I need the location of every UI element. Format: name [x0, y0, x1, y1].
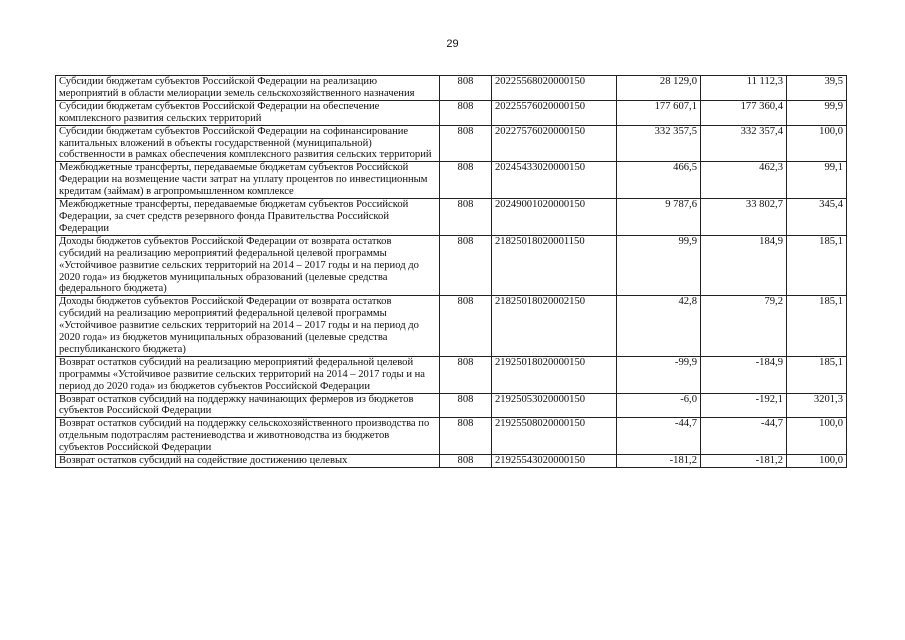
- budget-code-cell: 21925053020000150: [492, 393, 617, 418]
- planned-amount-cell: -99,9: [617, 356, 701, 393]
- percent-cell: 345,4: [787, 199, 847, 236]
- percent-cell: 185,1: [787, 356, 847, 393]
- planned-amount-cell: 177 607,1: [617, 100, 701, 125]
- table-row: [56, 356, 847, 393]
- planned-amount-cell: -6,0: [617, 393, 701, 418]
- income-name-cell: Возврат остатков субсидий на поддержку начинающих фермеров из бюджетов субъектов Российской Федерации: [56, 393, 440, 418]
- percent-cell: 185,1: [787, 296, 847, 357]
- admin-code-cell: 808: [440, 76, 492, 101]
- percent-cell: 99,9: [787, 100, 847, 125]
- budget-table: [55, 75, 847, 468]
- income-name-cell: Доходы бюджетов субъектов Российской Федерации от возврата остатков субсидий на реализацию мероприятий федеральной целевой программы «Устойчивое развитие сельских территорий на 2014 – 2017 годы и на период до 2020 года» из бюджетов муниципальных образований (целевые средства республиканского бюджета): [56, 296, 440, 357]
- income-name-cell: Межбюджетные трансферты, передаваемые бюджетам субъектов Российской Федерации, за счет средств резервного фонда Правительства Российской Федерации: [56, 199, 440, 236]
- actual-amount-cell: 184,9: [701, 235, 787, 296]
- percent-cell: 100,0: [787, 418, 847, 455]
- budget-code-cell: 20225568020000150: [492, 76, 617, 101]
- actual-amount-cell: -184,9: [701, 356, 787, 393]
- percent-cell: 39,5: [787, 76, 847, 101]
- admin-code-cell: 808: [440, 125, 492, 162]
- planned-amount-cell: 42,8: [617, 296, 701, 357]
- planned-amount-cell: 332 357,5: [617, 125, 701, 162]
- budget-code-cell: 21825018020002150: [492, 296, 617, 357]
- table-row: [56, 100, 847, 125]
- actual-amount-cell: 33 802,7: [701, 199, 787, 236]
- percent-cell: 3201,3: [787, 393, 847, 418]
- budget-code-cell: 21925018020000150: [492, 356, 617, 393]
- table-row: [56, 393, 847, 418]
- percent-cell: 100,0: [787, 125, 847, 162]
- planned-amount-cell: 466,5: [617, 162, 701, 199]
- planned-amount-cell: 28 129,0: [617, 76, 701, 101]
- admin-code-cell: 808: [440, 418, 492, 455]
- admin-code-cell: 808: [440, 296, 492, 357]
- budget-code-cell: 20249001020000150: [492, 199, 617, 236]
- income-name-cell: Возврат остатков субсидий на содействие достижению целевых: [56, 455, 440, 468]
- admin-code-cell: 808: [440, 455, 492, 468]
- table-row: [56, 76, 847, 101]
- actual-amount-cell: -181,2: [701, 455, 787, 468]
- budget-code-cell: 21925543020000150: [492, 455, 617, 468]
- table-row: [56, 296, 847, 357]
- admin-code-cell: 808: [440, 162, 492, 199]
- planned-amount-cell: 99,9: [617, 235, 701, 296]
- planned-amount-cell: 9 787,6: [617, 199, 701, 236]
- percent-cell: 99,1: [787, 162, 847, 199]
- admin-code-cell: 808: [440, 393, 492, 418]
- admin-code-cell: 808: [440, 100, 492, 125]
- actual-amount-cell: -44,7: [701, 418, 787, 455]
- income-name-cell: Субсидии бюджетам субъектов Российской Федерации на реализацию мероприятий в области мелиорации земель сельскохозяйственного назначения: [56, 76, 440, 101]
- income-name-cell: Возврат остатков субсидий на поддержку сельскохозяйственного производства по отдельным подотраслям растениеводства и животноводства из бюджетов субъектов Российской Федерации: [56, 418, 440, 455]
- budget-code-cell: 21925508020000150: [492, 418, 617, 455]
- income-name-cell: Субсидии бюджетам субъектов Российской Федерации на обеспечение комплексного развития сельских территорий: [56, 100, 440, 125]
- admin-code-cell: 808: [440, 199, 492, 236]
- table-row: [56, 162, 847, 199]
- page-number: 29: [446, 38, 459, 50]
- budget-code-cell: 20225576020000150: [492, 100, 617, 125]
- percent-cell: 185,1: [787, 235, 847, 296]
- planned-amount-cell: -44,7: [617, 418, 701, 455]
- income-name-cell: Субсидии бюджетам субъектов Российской Федерации на софинансирование капитальных вложений в объекты государственной (муниципальной) собственности в рамках обеспечения комплексного развития сельских территорий: [56, 125, 440, 162]
- income-name-cell: Межбюджетные трансферты, передаваемые бюджетам субъектов Российской Федерации на возмещение части затрат на уплату процентов по инвестиционным кредитам (займам) в агропромышленном комплексе: [56, 162, 440, 199]
- actual-amount-cell: 462,3: [701, 162, 787, 199]
- actual-amount-cell: 79,2: [701, 296, 787, 357]
- table-row: [56, 199, 847, 236]
- actual-amount-cell: 332 357,4: [701, 125, 787, 162]
- admin-code-cell: 808: [440, 356, 492, 393]
- actual-amount-cell: 177 360,4: [701, 100, 787, 125]
- income-name-cell: Возврат остатков субсидий на реализацию мероприятий федеральной целевой программы «Устойчивое развитие сельских территорий на 2014 – 2017 годы и на период до 2020 года» из бюджетов субъектов Российской Федерации: [56, 356, 440, 393]
- budget-code-cell: 21825018020001150: [492, 235, 617, 296]
- table-row: [56, 235, 847, 296]
- budget-code-cell: 20227576020000150: [492, 125, 617, 162]
- admin-code-cell: 808: [440, 235, 492, 296]
- actual-amount-cell: 11 112,3: [701, 76, 787, 101]
- planned-amount-cell: -181,2: [617, 455, 701, 468]
- table-row: [56, 125, 847, 162]
- table-row: [56, 418, 847, 455]
- percent-cell: 100,0: [787, 455, 847, 468]
- budget-code-cell: 20245433020000150: [492, 162, 617, 199]
- income-name-cell: Доходы бюджетов субъектов Российской Федерации от возврата остатков субсидий на реализацию мероприятий федеральной целевой программы «Устойчивое развитие сельских территорий на 2014 – 2017 годы и на период до 2020 года» из бюджетов муниципальных образований (целевые средства федерального бюджета): [56, 235, 440, 296]
- table-row: [56, 455, 847, 468]
- actual-amount-cell: -192,1: [701, 393, 787, 418]
